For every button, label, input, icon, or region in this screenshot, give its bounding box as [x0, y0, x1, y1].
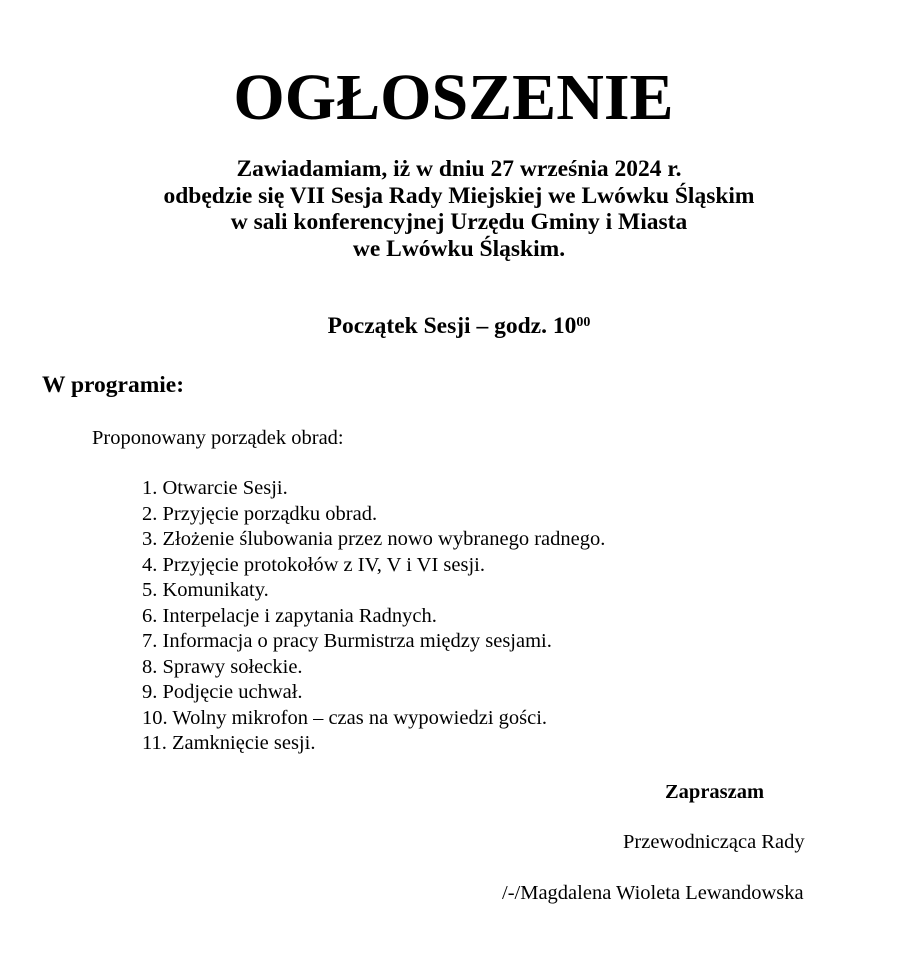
agenda-item: 2. Przyjęcie porządku obrad. [142, 502, 378, 525]
session-start-time [0, 312, 907, 340]
intro-paragraph [0, 156, 907, 262]
agenda-item: 1. Otwarcie Sesji. [142, 477, 288, 499]
agenda-item: 3. Złożenie ślubowania przez nowo wybranego radnego. [142, 528, 606, 550]
program-heading: W programie: [42, 372, 185, 398]
agenda-item: 6. Interpelacje i zapytania Radnych. [142, 604, 437, 627]
intro-line: we Lwówku Śląskim. [352, 235, 566, 262]
session-start-minutes: 00 [576, 315, 591, 330]
proposed-agenda-label: Proponowany porządek obrad: [92, 427, 344, 449]
invitation-text: Zapraszam [665, 781, 765, 803]
session-start-label: Początek Sesji – godz. 10 [327, 313, 577, 339]
intro-line: Zawiadamiam, iż w dniu 27 września 2024 r. [236, 156, 682, 182]
agenda-item: 5. Komunikaty. [142, 579, 269, 601]
intro-line: odbędzie się VII Sesja Rady Miejskiej we Lwówku Śląskim [163, 182, 755, 209]
agenda-item: 8. Sprawy sołeckie. [142, 655, 303, 678]
agenda-item: 10. Wolny mikrofon – czas na wypowiedzi gości. [142, 706, 548, 729]
page-title: OGŁOSZENIE [233, 61, 674, 134]
agenda-item: 11. Zamknięcie sesji. [142, 732, 316, 754]
agenda-item: 7. Informacja o pracy Burmistrza między sesjami. [142, 630, 552, 652]
agenda-item: 9. Podjęcie uchwał. [142, 681, 303, 703]
agenda-list [142, 476, 605, 757]
signatory-role: Przewodnicząca Rady [623, 831, 805, 853]
intro-line: w sali konferencyjnej Urzędu Gminy i Miasta [230, 209, 688, 235]
signatory-name: /-/Magdalena Wioleta Lewandowska [502, 882, 804, 904]
agenda-item: 4. Przyjęcie protokołów z IV, V i VI sesji. [142, 553, 485, 576]
